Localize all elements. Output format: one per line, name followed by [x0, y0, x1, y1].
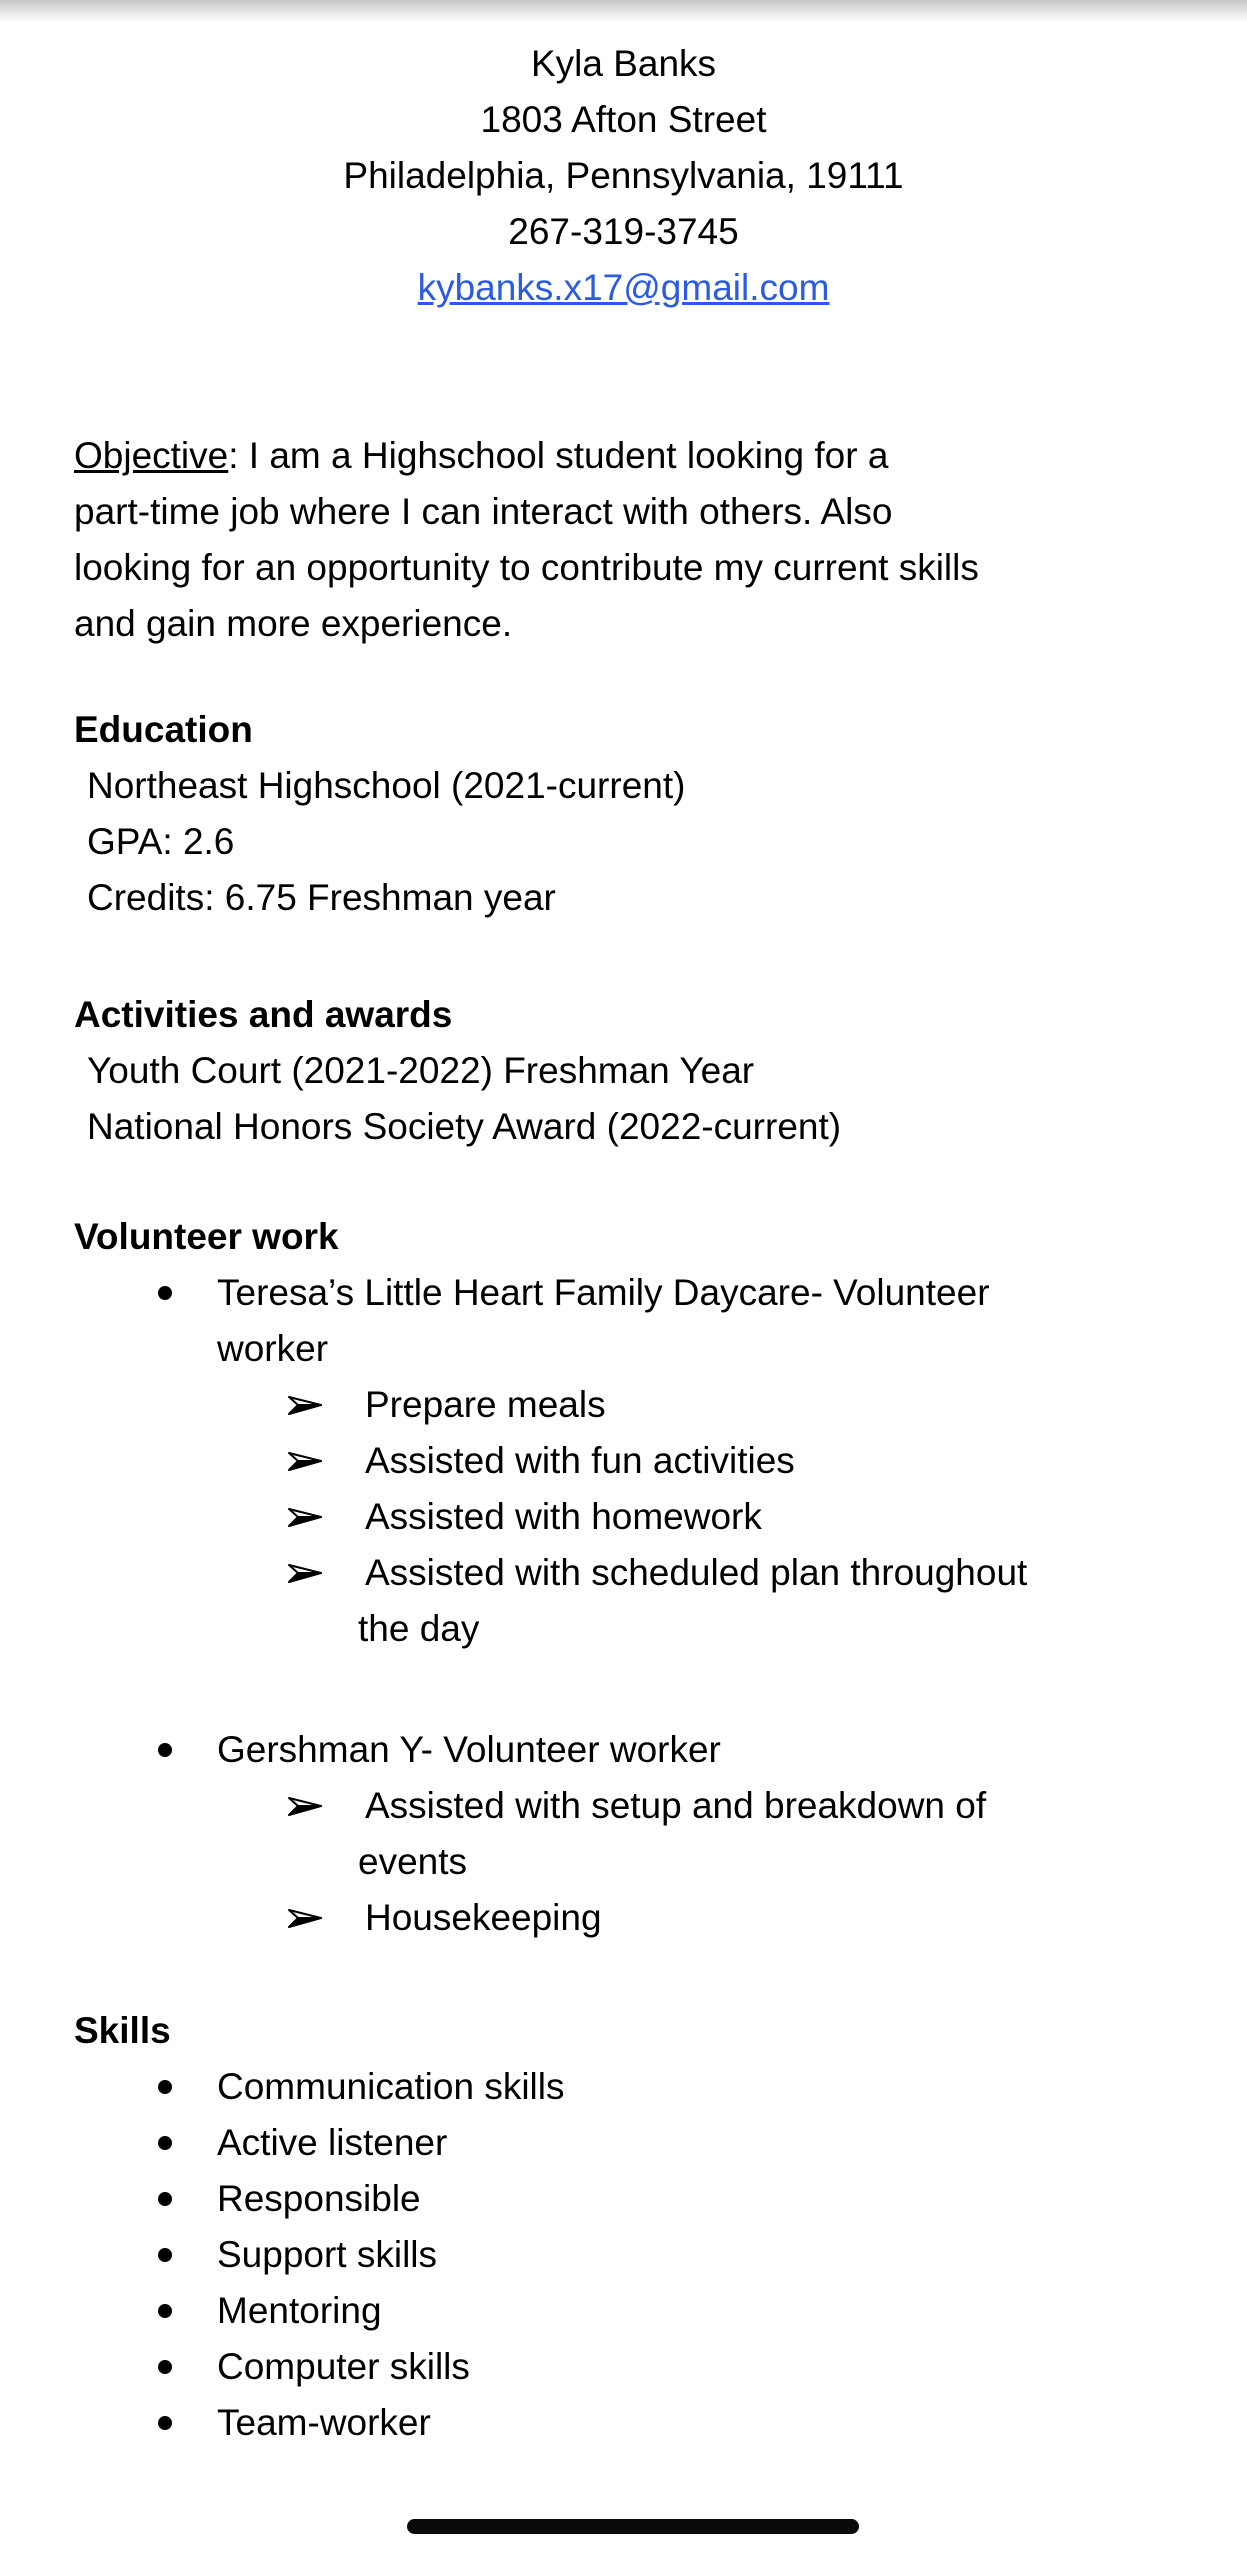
education-heading: Education [74, 709, 253, 750]
education-lines [74, 758, 1207, 926]
volunteer-item-title-line: Teresa’s Little Heart Family Daycare- Volunteer [74, 1265, 1207, 1321]
resume-body [0, 428, 1247, 2451]
volunteer-subitem-line: Assisted with setup and breakdown of [74, 1778, 1207, 1834]
arrowhead-bullet-icon [287, 1792, 323, 1820]
volunteer-section [74, 1209, 1207, 1946]
skills-list [74, 2059, 1207, 2451]
objective-paragraph [74, 484, 1207, 652]
objective-text-line: looking for an opportunity to contribute my current skills [74, 547, 979, 588]
volunteer-subitem-line: Prepare meals [74, 1377, 1207, 1433]
skills-heading: Skills [74, 2010, 171, 2051]
arrowhead-bullet-icon [287, 1391, 323, 1419]
bullet-dot-icon [158, 2304, 172, 2318]
objective-section [74, 428, 1207, 652]
education-section [74, 702, 1207, 926]
objective-label: Objective [74, 435, 229, 476]
volunteer-subitem-line: events [358, 1841, 468, 1882]
volunteer-heading: Volunteer work [74, 1216, 339, 1257]
bullet-dot-icon [158, 2136, 172, 2150]
skill-item: Active listener [74, 2115, 1207, 2171]
bullet-dot-icon [158, 1743, 172, 1757]
arrowhead-bullet-icon [287, 1559, 323, 1587]
bullet-dot-icon [158, 2080, 172, 2094]
contact-street: 1803 Afton Street [480, 99, 767, 140]
volunteer-subitem-line: Assisted with homework [74, 1489, 1207, 1545]
email-link[interactable]: kybanks.x17@gmail.com [417, 267, 830, 308]
activities-section [74, 987, 1207, 1155]
objective-text-line: and gain more experience. [74, 603, 513, 644]
arrowhead-bullet-icon [287, 1904, 323, 1932]
bullet-dot-icon [158, 1286, 172, 1300]
education-line: Northeast Highschool (2021-current) [87, 765, 686, 806]
skill-item: Computer skills [74, 2339, 1207, 2395]
volunteer-subitem-line: Housekeeping [74, 1890, 1207, 1946]
volunteer-item [74, 1722, 1207, 1946]
skill-item: Responsible [74, 2171, 1207, 2227]
volunteer-subitem-line: Assisted with fun activities [74, 1433, 1207, 1489]
volunteer-subitem-line: Assisted with scheduled plan throughout [74, 1545, 1207, 1601]
volunteer-item-title-line: Gershman Y- Volunteer worker [74, 1722, 1207, 1778]
education-line: GPA: 2.6 [87, 821, 235, 862]
skill-item: Communication skills [74, 2059, 1207, 2115]
arrowhead-bullet-icon [287, 1447, 323, 1475]
contact-phone: 267-319-3745 [508, 211, 739, 252]
home-indicator-bar[interactable] [407, 2519, 859, 2534]
volunteer-item-title-line: worker [217, 1328, 329, 1369]
skills-section [74, 2003, 1207, 2451]
activities-line: National Honors Society Award (2022-current) [87, 1106, 842, 1147]
volunteer-items [74, 1265, 1207, 1946]
bullet-dot-icon [158, 2248, 172, 2262]
activities-heading: Activities and awards [74, 994, 453, 1035]
activities-lines [74, 1043, 1207, 1155]
bullet-dot-icon [158, 2192, 172, 2206]
education-line: Credits: 6.75 Freshman year [87, 877, 556, 918]
bullet-dot-icon [158, 2416, 172, 2430]
activities-line: Youth Court (2021-2022) Freshman Year [87, 1050, 755, 1091]
objective-first-line [74, 428, 1207, 484]
objective-text-line: I am a Highschool student looking for a [248, 435, 889, 476]
contact-name: Kyla Banks [530, 43, 717, 84]
arrowhead-bullet-icon [287, 1503, 323, 1531]
volunteer-subitem-line: the day [358, 1608, 480, 1649]
skill-item: Support skills [74, 2227, 1207, 2283]
skill-item: Mentoring [74, 2283, 1207, 2339]
objective-text-line: part-time job where I can interact with others. Also [74, 491, 893, 532]
contact-city-state-zip: Philadelphia, Pennsylvania, 19111 [343, 155, 904, 196]
volunteer-item [74, 1265, 1207, 1657]
skill-item: Team-worker [74, 2395, 1207, 2451]
objective-separator: : [228, 435, 249, 476]
contact-header [0, 0, 1247, 316]
top-scroll-shadow [0, 0, 1247, 22]
bullet-dot-icon [158, 2360, 172, 2374]
